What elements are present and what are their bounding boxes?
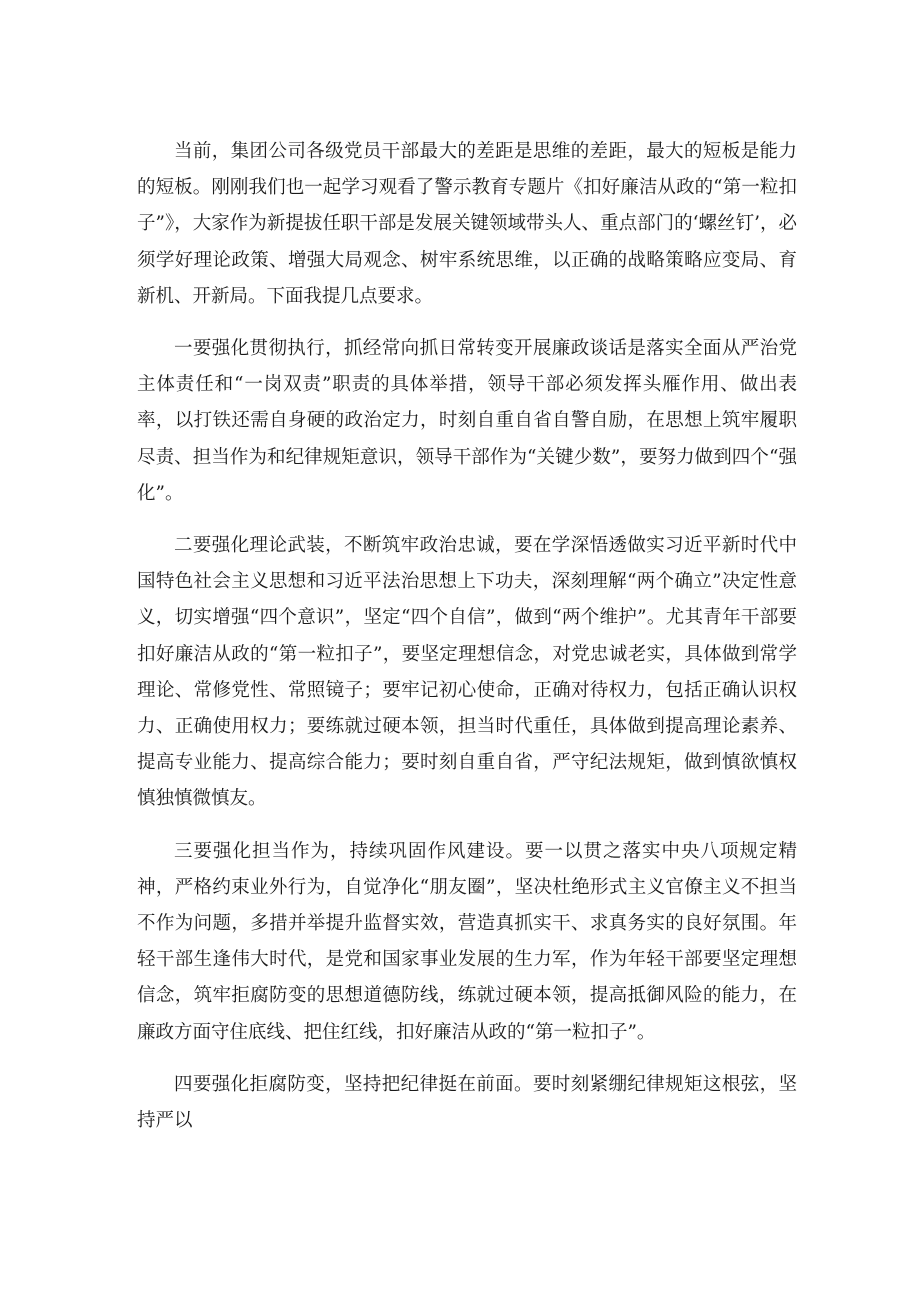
paragraph-point-four: 四要强化拒腐防变，坚持把纪律挺在前面。要时刻紧绷纪律规矩这根弦，坚持严以 xyxy=(137,1073,797,1132)
document-body xyxy=(137,134,797,1139)
paragraph-intro: 当前，集团公司各级党员干部最大的差距是思维的差距，最大的短板是能力的短板。刚刚我们也一起学习观看了警示教育专题片《扣好廉洁从政的“第一粒扣子”》，大家作为新提拔任职干部是发展关键领域带头人、重点部门的‘螺丝钉’，必须学好理论政策、增强大局观念、树牢系统思维，以正确的战略策略应变局、育新机、开新局。下面我提几点要求。 xyxy=(137,141,797,307)
paragraph-point-two: 二要强化理论武装，不断筑牢政治忠诚，要在学深悟透做实习近平新时代中国特色社会主义思想和习近平法治思想上下功夫，深刻理解“两个确立”决定性意义，切实增强“四个意识”，坚定“四个自信”，做到“两个维护”。尤其青年干部要扣好廉洁从政的“第一粒扣子”，要坚定理想信念，对党忠诚老实，具体做到常学理论、常修党性、常照镜子；要牢记初心使命，正确对待权力，包括正确认识权力、正确使用权力；要练就过硬本领，担当时代重任，具体做到提高理论素养、提高专业能力、提高综合能力；要时刻自重自省，严守纪法规矩，做到慎欲慎权慎独慎微慎友。 xyxy=(137,535,797,810)
paragraph-point-one: 一要强化贯彻执行，抓经常向抓日常转变开展廉政谈话是落实全面从严治党主体责任和“一岗双责”职责的具体举措，领导干部必须发挥头雁作用、做出表率，以打铁还需自身硬的政治定力，时刻自重自省自警自励，在思想上筑牢履职尽责、担当作为和纪律规矩意识，领导干部作为“关键少数”，要努力做到四个“强化”。 xyxy=(137,338,797,504)
paragraph-point-three: 三要强化担当作为，持续巩固作风建设。要一以贯之落实中央八项规定精神，严格约束业外行为，自觉净化“朋友圈”，坚决杜绝形式主义官僚主义不担当不作为问题，多措并举提升监督实效，营造真抓实干、求真务实的良好氛围。年轻干部生逢伟大时代，是党和国家事业发展的生力军，作为年轻干部要坚定理想信念，筑牢拒腐防变的思想道德防线，练就过硬本领，提高抵御风险的能力，在廉政方面守住底线、把住红线，扣好廉洁从政的“第一粒扣子”。 xyxy=(137,840,797,1043)
